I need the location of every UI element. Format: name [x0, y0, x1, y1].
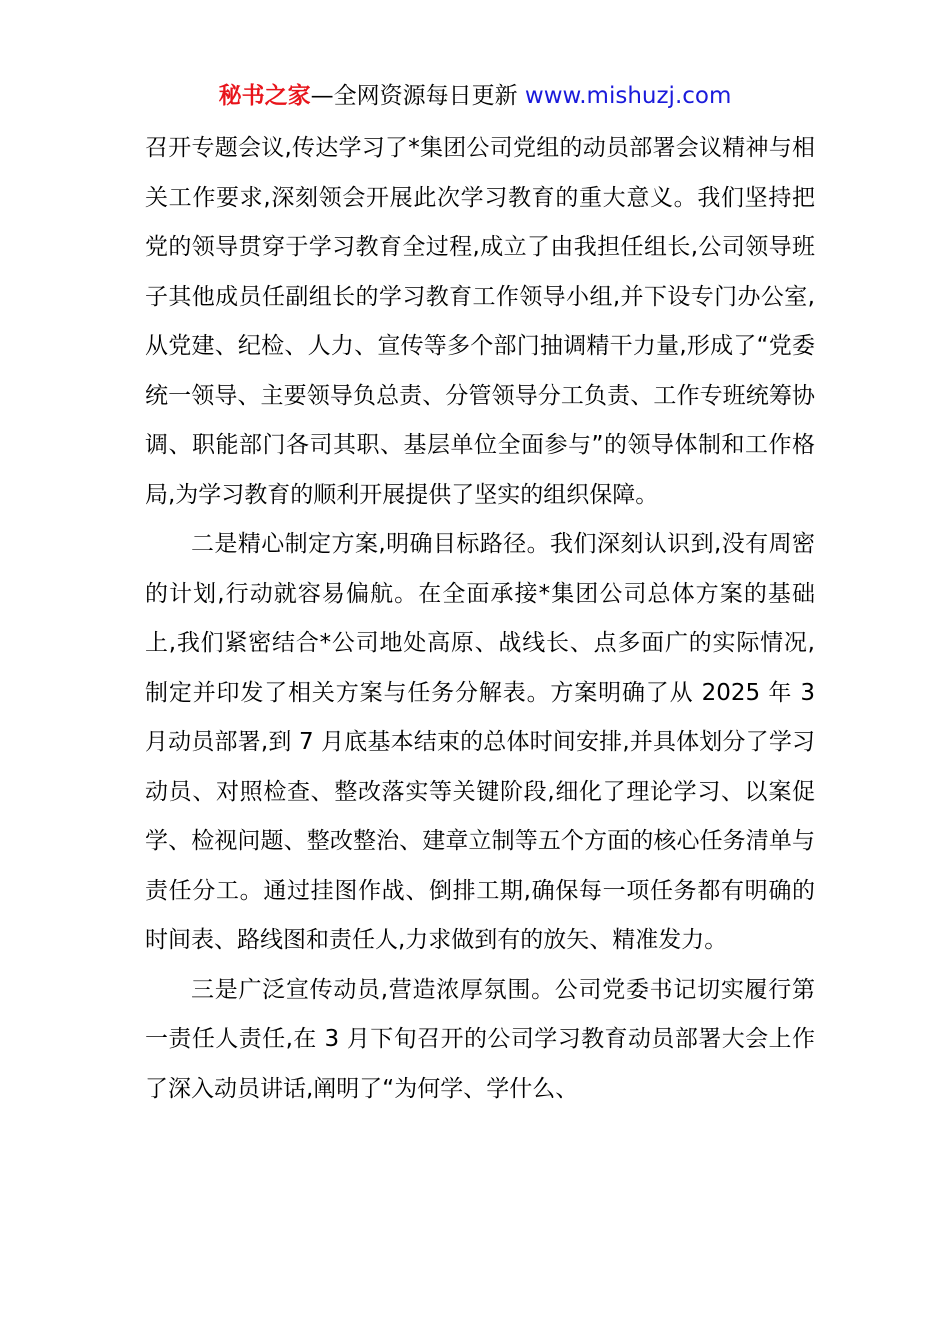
document-body [145, 124, 815, 1114]
site-tagline: —全网资源每日更新 [310, 83, 518, 109]
site-brand: 秘书之家 [218, 83, 311, 109]
site-header [0, 80, 950, 112]
site-url-link[interactable]: www.mishuzj.com [524, 83, 732, 109]
paragraph-plan: 二是精心制定方案,明确目标路径。我们深刻认识到,没有周密的计划,行动就容易偏航。在全面承接*集团公司总体方案的基础上,我们紧密结合*公司地处高原、战线长、点多面广的实际情况,制定并印发了相关方案与任务分解表。方案明确了从 2025 年 3 月动员部署,到 7 月底基本结束的总体时间安排,并具体划分了学习动员、对照检查、整改落实等关键阶段,细化了理论学习、以案促学、检视问题、整改整治、建章立制等五个方面的核心任务清单与责任分工。通过挂图作战、倒排工期,确保每一项任务都有明确的时间表、路线图和责任人,力求做到有的放矢、精准发力。 [145, 531, 815, 953]
paragraph-continued: 召开专题会议,传达学习了*集团公司党组的动员部署会议精神与相关工作要求,深刻领会开展此次学习教育的重大意义。我们坚持把党的领导贯穿于学习教育全过程,成立了由我担任组长,公司领导班子其他成员任副组长的学习教育工作领导小组,并下设专门办公室,从党建、纪检、人力、宣传等多个部门抽调精干力量,形成了“党委统一领导、主要领导负总责、分管领导分工负责、工作专班统筹协调、职能部门各司其职、基层单位全面参与”的领导体制和工作格局,为学习教育的顺利开展提供了坚实的组织保障。 [145, 135, 815, 508]
paragraph-publicity: 三是广泛宣传动员,营造浓厚氛围。公司党委书记切实履行第一责任人责任,在 3 月下旬召开的公司学习教育动员部署大会上作了深入动员讲话,阐明了“为何学、学什么、 [145, 976, 815, 1102]
